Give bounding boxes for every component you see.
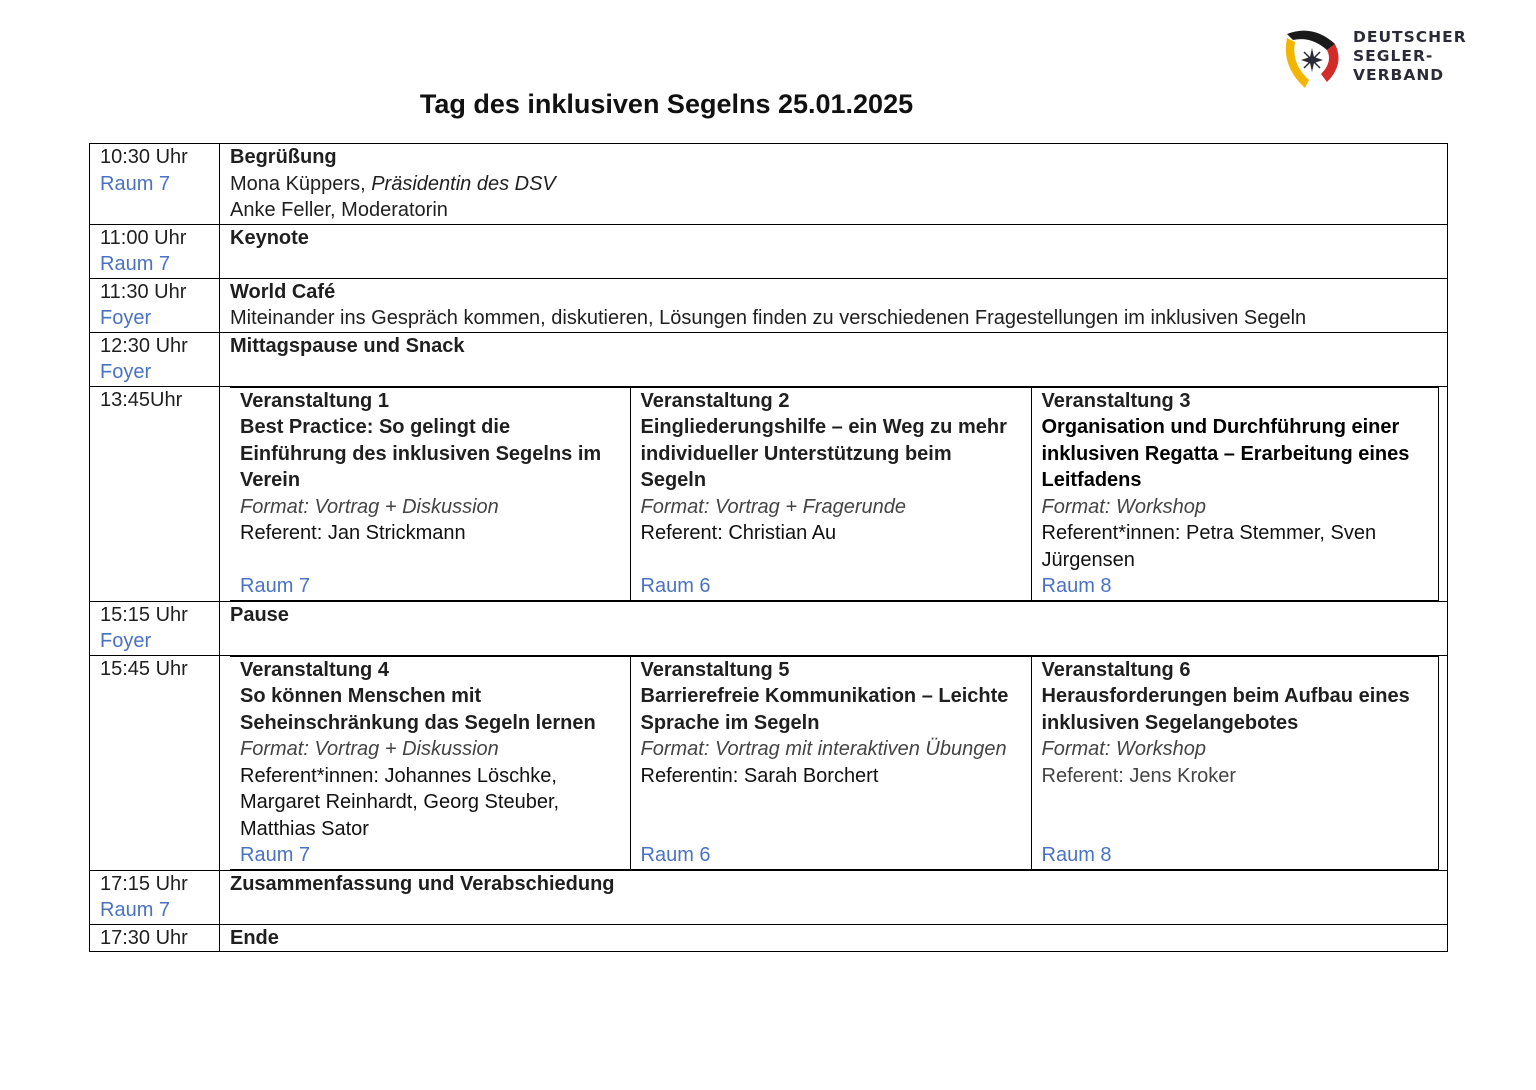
session-title: Mittagspause und Snack xyxy=(230,334,465,357)
session-card xyxy=(630,387,1031,600)
session-card xyxy=(630,656,1031,869)
session-format: Format: Vortrag + Fragerunde xyxy=(640,495,906,518)
session-label: Veranstaltung 6 xyxy=(1041,658,1191,681)
session-title: Best Practice: So gelingt die Einführung des inklusiven Segelns im Verein xyxy=(240,416,602,491)
session-description: Miteinander ins Gespräch kommen, diskutieren, Lösungen finden zu verschiedenen Fragestellungen im inklusiven Segeln xyxy=(230,307,1307,329)
time-cell xyxy=(90,386,220,601)
time-cell xyxy=(90,924,220,952)
room-label: Raum 7 xyxy=(100,899,171,921)
time-label: 12:30 Uhr xyxy=(100,334,188,357)
content-cell xyxy=(220,278,1448,332)
session-title: Zusammenfassung und Verabschiedung xyxy=(230,872,615,895)
room-label: Raum 8 xyxy=(1041,575,1112,597)
session-title: Ende xyxy=(230,926,279,949)
room-label: Raum 7 xyxy=(100,253,171,275)
room-label: Raum 7 xyxy=(100,172,171,195)
session-card xyxy=(230,387,630,600)
room-label: Raum 6 xyxy=(640,575,711,597)
session-speaker: Referent: Jan Strickmann xyxy=(240,522,466,544)
content-cell xyxy=(220,332,1448,386)
session-label: Veranstaltung 2 xyxy=(640,389,790,412)
table-row xyxy=(90,144,1448,225)
logo-wordmark xyxy=(1353,28,1467,85)
logo-line-2: SEGLER- xyxy=(1353,47,1434,65)
time-cell xyxy=(90,870,220,924)
room-label: Raum 7 xyxy=(240,844,311,866)
time-label: 17:30 Uhr xyxy=(100,926,188,949)
page-title: Tag des inklusiven Segelns 25.01.2025 xyxy=(419,89,914,119)
session-title: Barrierefreie Kommunikation – Leichte Sprache im Segeln xyxy=(640,685,1009,734)
session-speaker: Referent*innen: Petra Stemmer, Sven Jürgensen xyxy=(1041,522,1377,571)
session-label: Veranstaltung 4 xyxy=(240,658,389,681)
content-cell xyxy=(220,601,1448,655)
session-format: Format: Vortrag + Diskussion xyxy=(240,495,499,518)
session-format: Format: Vortrag mit interaktiven Übungen xyxy=(640,738,1007,760)
table-row xyxy=(90,332,1448,386)
parallel-sessions xyxy=(230,387,1439,601)
table-row xyxy=(90,601,1448,655)
content-cell xyxy=(220,144,1448,225)
session-speaker: Referent*innen: Johannes Löschke, Margaret Reinhardt, Georg Steuber, Matthias Sator xyxy=(240,764,560,840)
time-cell xyxy=(90,332,220,386)
content-cell xyxy=(220,870,1448,924)
session-card xyxy=(230,656,630,869)
speaker-line xyxy=(230,171,1439,198)
time-label: 15:45 Uhr xyxy=(100,657,188,680)
session-speaker: Referent: Jens Kroker xyxy=(1041,764,1237,787)
session-title: Eingliederungshilfe – ein Weg zu mehr individueller Unterstützung beim Segeln xyxy=(640,416,1007,491)
table-row xyxy=(90,655,1448,870)
room-label: Raum 8 xyxy=(1041,844,1112,866)
session-format: Format: Vortrag + Diskussion xyxy=(240,738,499,760)
time-label: 17:15 Uhr xyxy=(100,872,188,895)
session-format: Format: Workshop xyxy=(1041,495,1206,518)
room-label: Foyer xyxy=(100,630,152,652)
logo-line-1: DEUTSCHER xyxy=(1353,28,1467,46)
dsv-logo xyxy=(1283,26,1483,90)
table-row xyxy=(90,924,1448,952)
time-label: 15:15 Uhr xyxy=(100,603,188,626)
room-label: Foyer xyxy=(100,361,152,383)
table-row xyxy=(90,224,1448,278)
logo-line-3: VERBAND xyxy=(1353,66,1445,84)
time-cell xyxy=(90,224,220,278)
content-cell xyxy=(220,224,1448,278)
time-cell xyxy=(90,144,220,225)
table-row xyxy=(90,870,1448,924)
speaker-role: Präsidentin des DSV xyxy=(371,172,556,195)
session-title: World Café xyxy=(230,280,336,303)
speaker-name: Mona Küppers, xyxy=(230,172,372,195)
time-label: 11:00 Uhr xyxy=(100,226,187,249)
dsv-emblem-icon xyxy=(1283,26,1347,90)
content-cell xyxy=(220,924,1448,952)
session-title: Begrüßung xyxy=(230,146,337,168)
time-cell xyxy=(90,278,220,332)
parallel-sessions xyxy=(230,656,1439,870)
room-label: Foyer xyxy=(100,307,152,329)
time-cell xyxy=(90,601,220,655)
session-speaker: Referentin: Sarah Borchert xyxy=(640,764,879,787)
room-label: Raum 6 xyxy=(640,844,711,866)
session-title: Herausforderungen beim Aufbau eines inklusiven Segelangebotes xyxy=(1041,685,1410,734)
session-label: Veranstaltung 3 xyxy=(1041,389,1191,412)
time-label: 13:45Uhr xyxy=(100,388,183,411)
session-title: Organisation und Durchführung einer inklusiven Regatta – Erarbeitung eines Leitfadens xyxy=(1041,416,1410,491)
time-label: 11:30 Uhr xyxy=(100,280,187,303)
time-label: 10:30 Uhr xyxy=(100,146,188,168)
session-label: Veranstaltung 5 xyxy=(640,658,790,681)
session-format: Format: Workshop xyxy=(1041,738,1206,760)
session-card xyxy=(1031,656,1439,869)
session-title: Pause xyxy=(230,603,289,626)
table-row xyxy=(90,278,1448,332)
speaker-line: Anke Feller, Moderatorin xyxy=(230,199,448,221)
parallel-sessions-cell xyxy=(220,386,1448,601)
session-speaker: Referent: Christian Au xyxy=(640,522,837,544)
time-cell xyxy=(90,655,220,870)
session-label: Veranstaltung 1 xyxy=(240,389,389,412)
schedule-table xyxy=(89,143,1448,952)
session-title: Keynote xyxy=(230,226,309,249)
room-label: Raum 7 xyxy=(240,575,311,597)
session-title: So können Menschen mit Seheinschränkung das Segeln lernen xyxy=(240,685,596,734)
table-row xyxy=(90,386,1448,601)
parallel-sessions-cell xyxy=(220,655,1448,870)
session-card xyxy=(1031,387,1439,600)
